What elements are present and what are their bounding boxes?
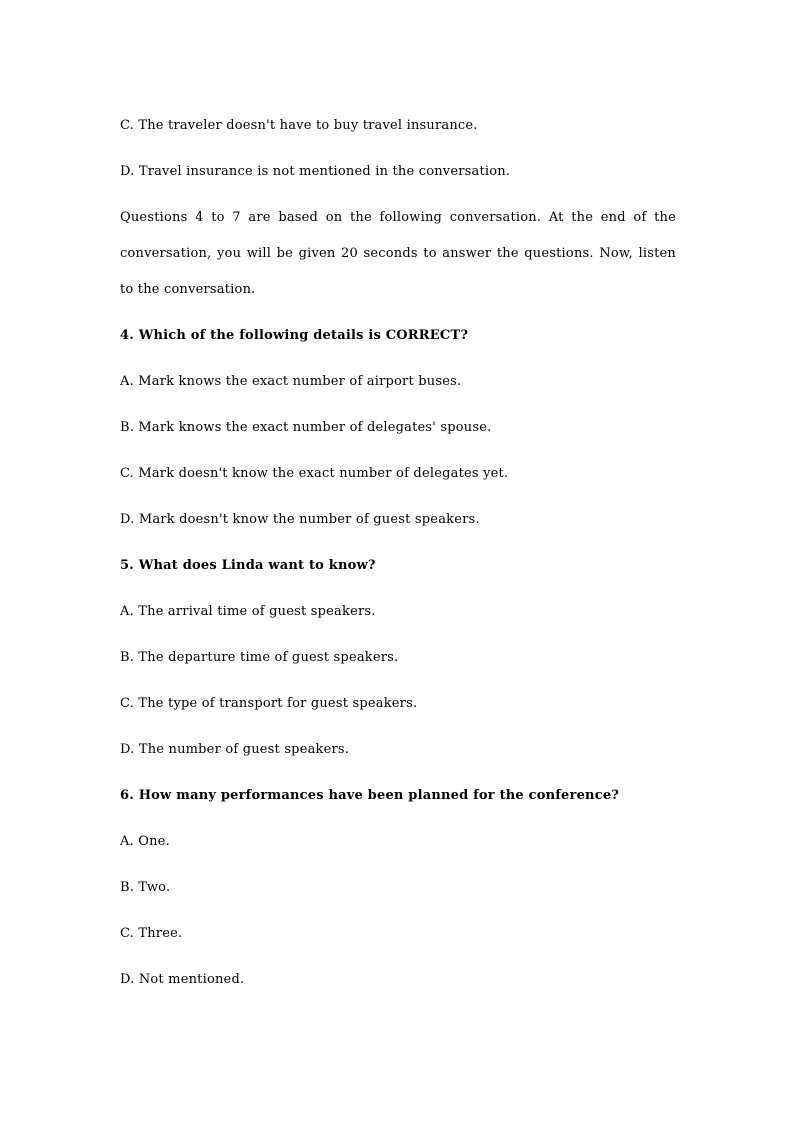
question-4-option-a: A. Mark knows the exact number of airport buses. [120,374,462,389]
question-6-option-c: C. Three. [120,926,183,941]
prev-option-c: C. The traveler doesn't have to buy travel insurance. [120,118,478,133]
instructions-paragraph: Questions 4 to 7 are based on the following conversation. At the end of the conversation, you will be given 20 seconds to answer the questions. Now, listen to the conversation. [120,210,676,297]
question-6-option-a: A. One. [120,834,170,849]
question-5-option-a: A. The arrival time of guest speakers. [120,604,376,619]
question-4-prompt: 4. Which of the following details is CORRECT? [120,328,469,343]
question-6-option-d: D. Not mentioned. [120,972,245,987]
prev-option-d: D. Travel insurance is not mentioned in the conversation. [120,164,511,179]
question-5-option-b: B. The departure time of guest speakers. [120,650,399,665]
question-4-option-b: B. Mark knows the exact number of delegates' spouse. [120,420,492,435]
question-5-option-c: C. The type of transport for guest speakers. [120,696,418,711]
question-6-option-b: B. Two. [120,880,171,895]
question-5-option-d: D. The number of guest speakers. [120,742,350,757]
question-4-option-c: C. Mark doesn't know the exact number of delegates yet. [120,466,509,481]
question-6-prompt: 6. How many performances have been planned for the conference? [120,788,620,803]
question-5-prompt: 5. What does Linda want to know? [120,558,376,573]
question-4-option-d: D. Mark doesn't know the number of guest speakers. [120,512,480,527]
